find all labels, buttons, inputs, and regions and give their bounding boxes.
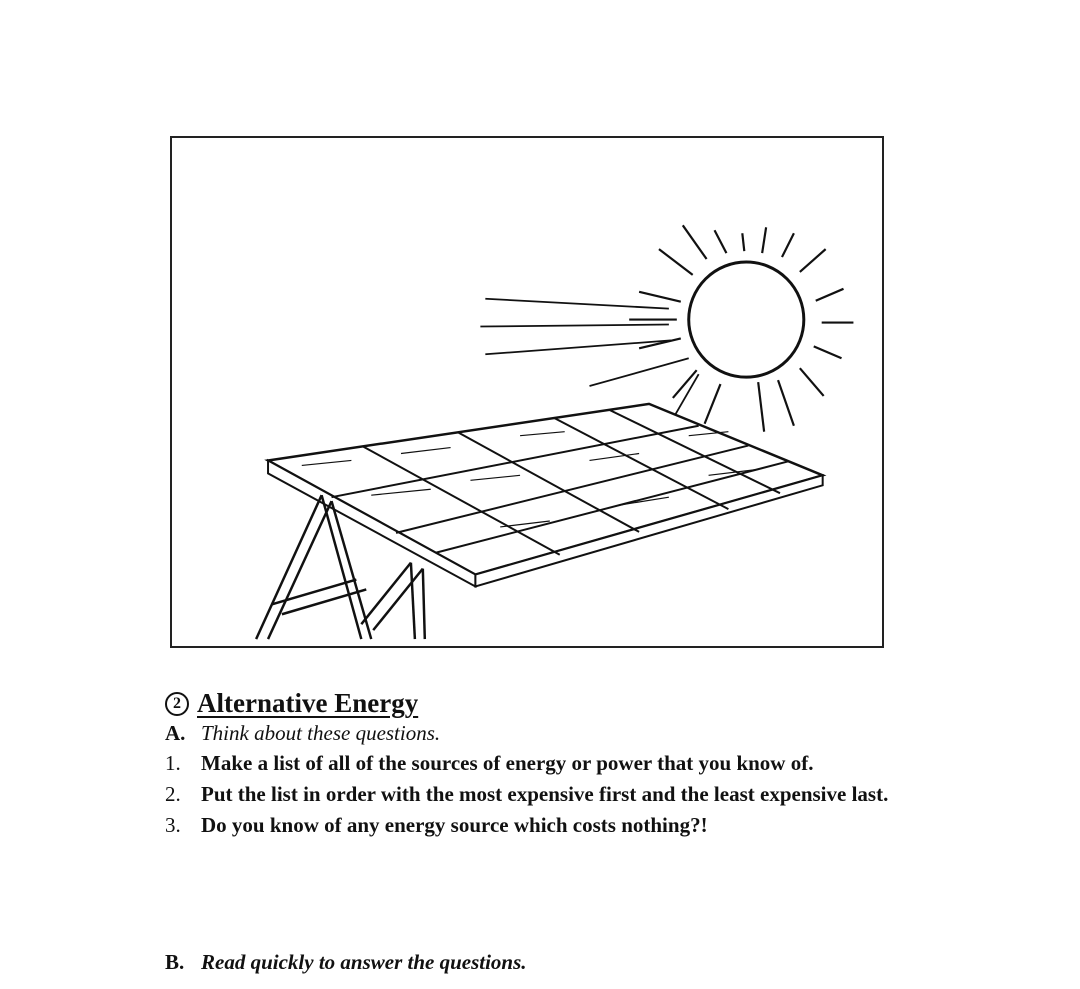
sun-icon <box>480 225 853 431</box>
part-a-text: Think about these questions. <box>201 721 441 745</box>
question-number: 2. <box>165 782 181 806</box>
question-item <box>165 779 925 809</box>
solar-panel-illustration <box>170 136 884 648</box>
section-number-badge: 2 <box>165 692 189 716</box>
question-text: Make a list of all of the sources of energy or power that you know of. <box>201 751 814 775</box>
text-content <box>165 688 925 841</box>
part-a-heading <box>165 721 925 746</box>
part-b-text: Read quickly to answer the questions. <box>201 950 527 974</box>
question-number: 3. <box>165 813 181 837</box>
part-a-letter: A. <box>165 721 186 745</box>
part-b-letter: B. <box>165 950 185 974</box>
question-item <box>165 748 925 778</box>
section-title <box>165 688 925 719</box>
question-text: Do you know of any energy source which costs nothing?! <box>201 813 708 837</box>
question-list <box>165 748 925 840</box>
question-number: 1. <box>165 751 181 775</box>
solar-panel-drawing <box>172 138 882 646</box>
question-text: Put the list in order with the most expensive first and the least expensive last. <box>201 782 889 806</box>
section-title-text: Alternative Energy <box>197 688 419 718</box>
question-item <box>165 810 925 840</box>
part-b-heading <box>165 950 527 975</box>
solar-panel-icon <box>256 404 823 639</box>
